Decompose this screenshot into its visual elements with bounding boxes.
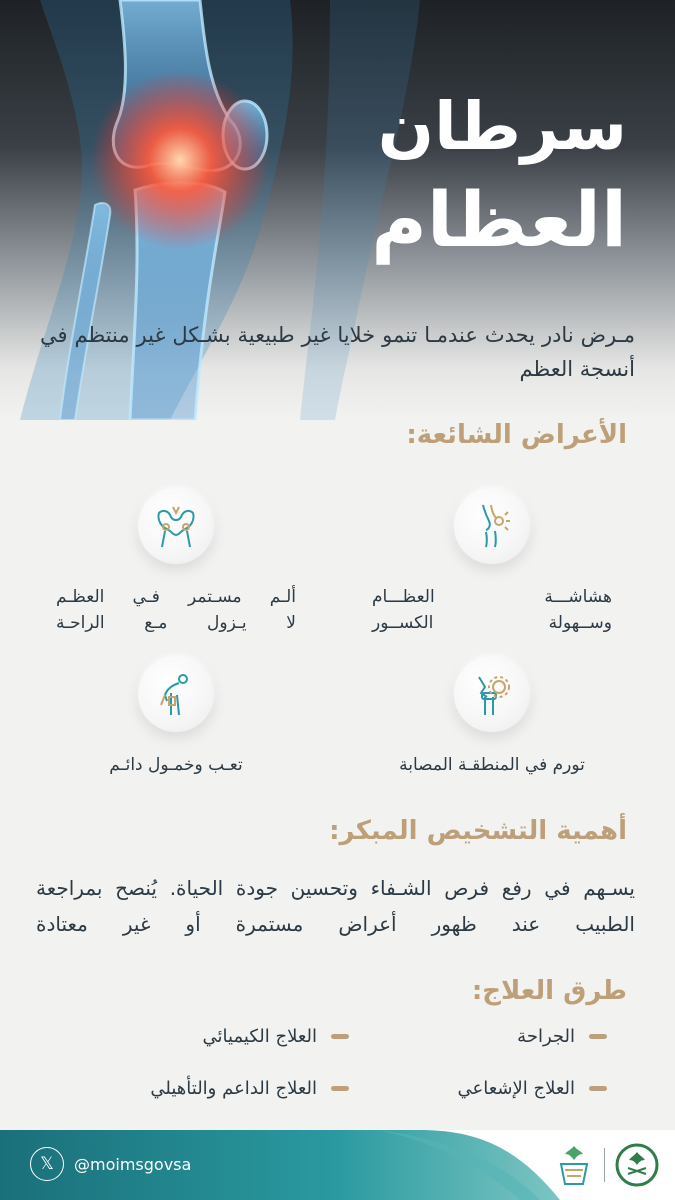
treatment-label: العلاج الكيميائي <box>202 1026 317 1047</box>
knee-joint-icon <box>454 488 530 564</box>
title-line-2: العظام <box>371 175 627 264</box>
symptom-line-1: ألـم مسـتمر فـي العظـم <box>56 587 296 607</box>
symptom-card <box>56 656 296 778</box>
bullet-dash <box>589 1086 607 1091</box>
title-line-1: سرطان <box>377 88 627 165</box>
early-diagnosis-heading: أهمية التشخيص المبكر: <box>329 816 627 846</box>
treatment-item <box>203 1026 349 1047</box>
ministry-logo-icon <box>614 1140 660 1190</box>
treatment-label: العلاج الداعم والتأهيلي <box>150 1078 317 1099</box>
symptom-line-1: تعـب وخمـول دائـم <box>109 755 243 775</box>
early-diagnosis-text: يسـهم في رفع فرص الشـفاء وتحسين جودة الحياة. يُنصح بمراجعة الطبيب عند ظهور أعراض مستمرة أو غير معتادة <box>36 876 635 936</box>
symptom-line-2: وســهولة الكســور <box>372 613 612 633</box>
treatment-item <box>457 1078 607 1099</box>
social-handle[interactable] <box>30 1147 191 1181</box>
treatment-label: العلاج الإشعاعي <box>457 1078 575 1099</box>
symptom-card <box>372 488 612 636</box>
symptom-line-2: لا يـزول مـع الراحـة <box>56 613 296 633</box>
treatment-label: الجراحة <box>517 1026 575 1047</box>
treatment-item <box>150 1078 349 1099</box>
symptom-line-1: تورم في المنطقـة المصابة <box>399 755 585 775</box>
swollen-joint-icon <box>454 656 530 732</box>
pelvis-icon <box>138 488 214 564</box>
vision-emblem-icon <box>553 1142 595 1190</box>
symptom-line-1: هشاشـــة العظـــام <box>372 587 612 607</box>
treatment-item <box>517 1026 607 1047</box>
tired-person-icon <box>138 656 214 732</box>
intro-text: مـرض نادر يحدث عندمـا تنمو خلايا غير طبيعية بشـكل غير منتظم في أنسجة العظم <box>40 323 635 381</box>
symptom-card <box>372 656 612 778</box>
handle-text: @moimsgovsa <box>74 1154 192 1174</box>
bullet-dash <box>331 1034 349 1039</box>
symptoms-heading: الأعراض الشائعة: <box>406 420 627 450</box>
bullet-dash <box>589 1034 607 1039</box>
bullet-dash <box>331 1086 349 1091</box>
x-logo-icon: 𝕏 <box>30 1147 64 1181</box>
treatment-heading: طرق العلاج: <box>471 976 627 1006</box>
symptom-card <box>56 488 296 636</box>
